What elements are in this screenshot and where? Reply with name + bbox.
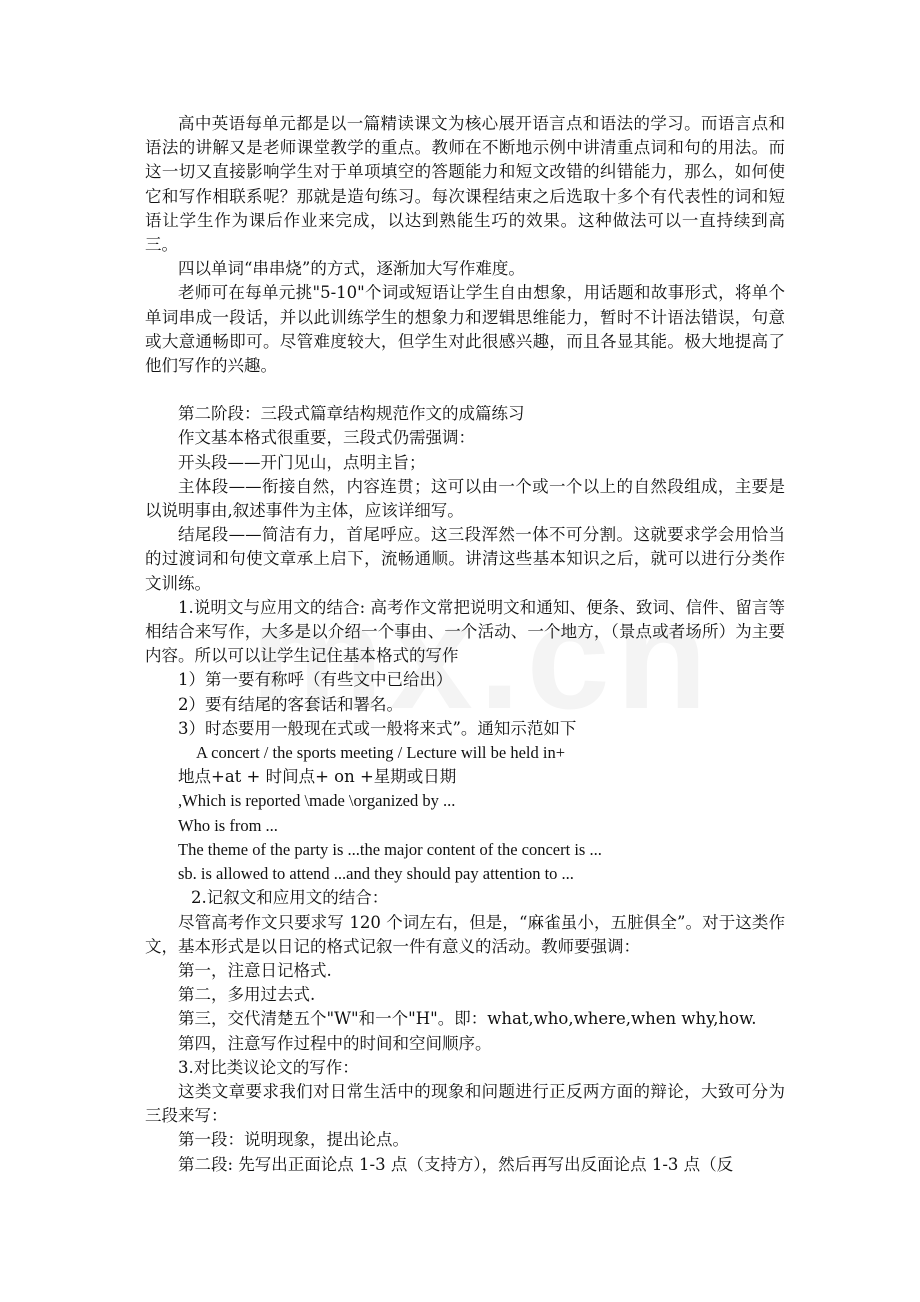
paragraph-body: 主体段——衔接自然，内容连贯；这可以由一个或一个以上的自然段组成，主要是以说明事由,叙述事件为主体，应该详细写。 — [145, 476, 785, 521]
document-body — [145, 112, 785, 1177]
template-line-6: sb. is allowed to attend ...and they should pay attention to ... — [178, 864, 574, 884]
blank-line — [145, 378, 785, 402]
template-line-1: A concert / the sports meeting / Lecture will be held in+ — [196, 743, 565, 763]
diary-point-3: 第三，交代清楚五个"W"和一个"H"。即：what,who,where,when why,how. — [178, 1009, 757, 1029]
template-line-3: ,Which is reported \made \organized by ... — [178, 791, 456, 811]
paragraph-format: 作文基本格式很重要，三段式仍需强调： — [178, 428, 475, 448]
paragraph-argument: 这类文章要求我们对日常生活中的现象和问题进行正反两方面的辩论，大致可分为三段来写： — [145, 1081, 785, 1126]
paragraph-opening: 开头段——开门见山，点明主旨； — [178, 452, 426, 472]
template-line-2: 地点+at + 时间点+ on +星期或日期 — [178, 767, 457, 787]
paragraph-intro: 高中英语每单元都是以一篇精读课文为核心展开语言点和语法的学习。而语言点和语法的讲解又是老师课堂教学的重点。教师在不断地示例中讲清重点词和句的用法。而这一切又直接影响学生对于单项填空的答题能力和短文改错的纠错能力，那么，如何使它和写作相联系呢？那就是造句练习。每次课程结束之后选取十多个有代表性的词和短语让学生作为课后作业来完成，以达到熟能生巧的效果。这种做法可以一直持续到高三。 — [145, 114, 785, 255]
list-item-3: 3）时态要用一般现在式或一般将来式”。通知示范如下 — [178, 718, 577, 738]
diary-point-4: 第四，注意写作过程中的时间和空间顺序。 — [178, 1033, 492, 1053]
paragraph-ending: 结尾段——简洁有力，首尾呼应。这三段浑然一体不可分割。这就要求学会用恰当的过渡词和句使文章承上启下，流畅通顺。讲清这些基本知识之后，就可以进行分类作文训练。 — [145, 525, 785, 593]
template-line-5: The theme of the party is ...the major content of the concert is ... — [178, 839, 602, 859]
diary-point-2: 第二，多用过去式. — [178, 985, 316, 1005]
template-line-4: Who is from ... — [178, 815, 278, 835]
paragraph-heading-four: 四以单词“串串烧”的方式，逐渐加大写作难度。 — [178, 259, 525, 279]
paragraph-word-chain: 老师可在每单元挑"5-10"个词或短语让学生自由想象，用话题和故事形式，将单个单词串成一段话，并以此训练学生的想象力和逻辑思维能力，暂时不计语法错误，句意或大意通畅即可。尽管难度较大，但学生对此很感兴趣，而且各显其能。极大地提高了他们写作的兴趣。 — [145, 283, 785, 376]
argument-point-1: 第一段：说明现象，提出论点。 — [178, 1130, 409, 1150]
section-heading-narrative: 2.记叙文和应用文的结合： — [191, 888, 389, 908]
list-item-1: 1）第一要有称呼（有些文中已给出） — [178, 670, 453, 690]
section-heading-stage-two: 第二阶段：三段式篇章结构规范作文的成篇练习 — [178, 404, 525, 424]
paragraph-narrative: 尽管高考作文只要求写 120 个词左右，但是，“麻雀虽小，五脏俱全”。对于这类作文，基本形式是以日记的格式记叙一件有意义的活动。教师要强调： — [145, 912, 785, 956]
list-item-2: 2）要有结尾的客套话和署名。 — [178, 694, 403, 714]
section-heading-argument: 3.对比类议论文的写作： — [178, 1057, 359, 1077]
paragraph-expository: 1.说明文与应用文的结合: 高考作文常把说明文和通知、便条、致词、信件、留言等相结合来写作，大多是以介绍一个事由、一个活动、一个地方，（景点或者场所）为主要内容。所以可以让学生记住基本格式的写作 — [145, 597, 785, 666]
argument-point-2: 第二段: 先写出正面论点 1-3 点（支持方），然后再写出反面论点 1-3 点（反 — [178, 1154, 734, 1174]
diary-point-1: 第一，注意日记格式. — [178, 960, 332, 980]
